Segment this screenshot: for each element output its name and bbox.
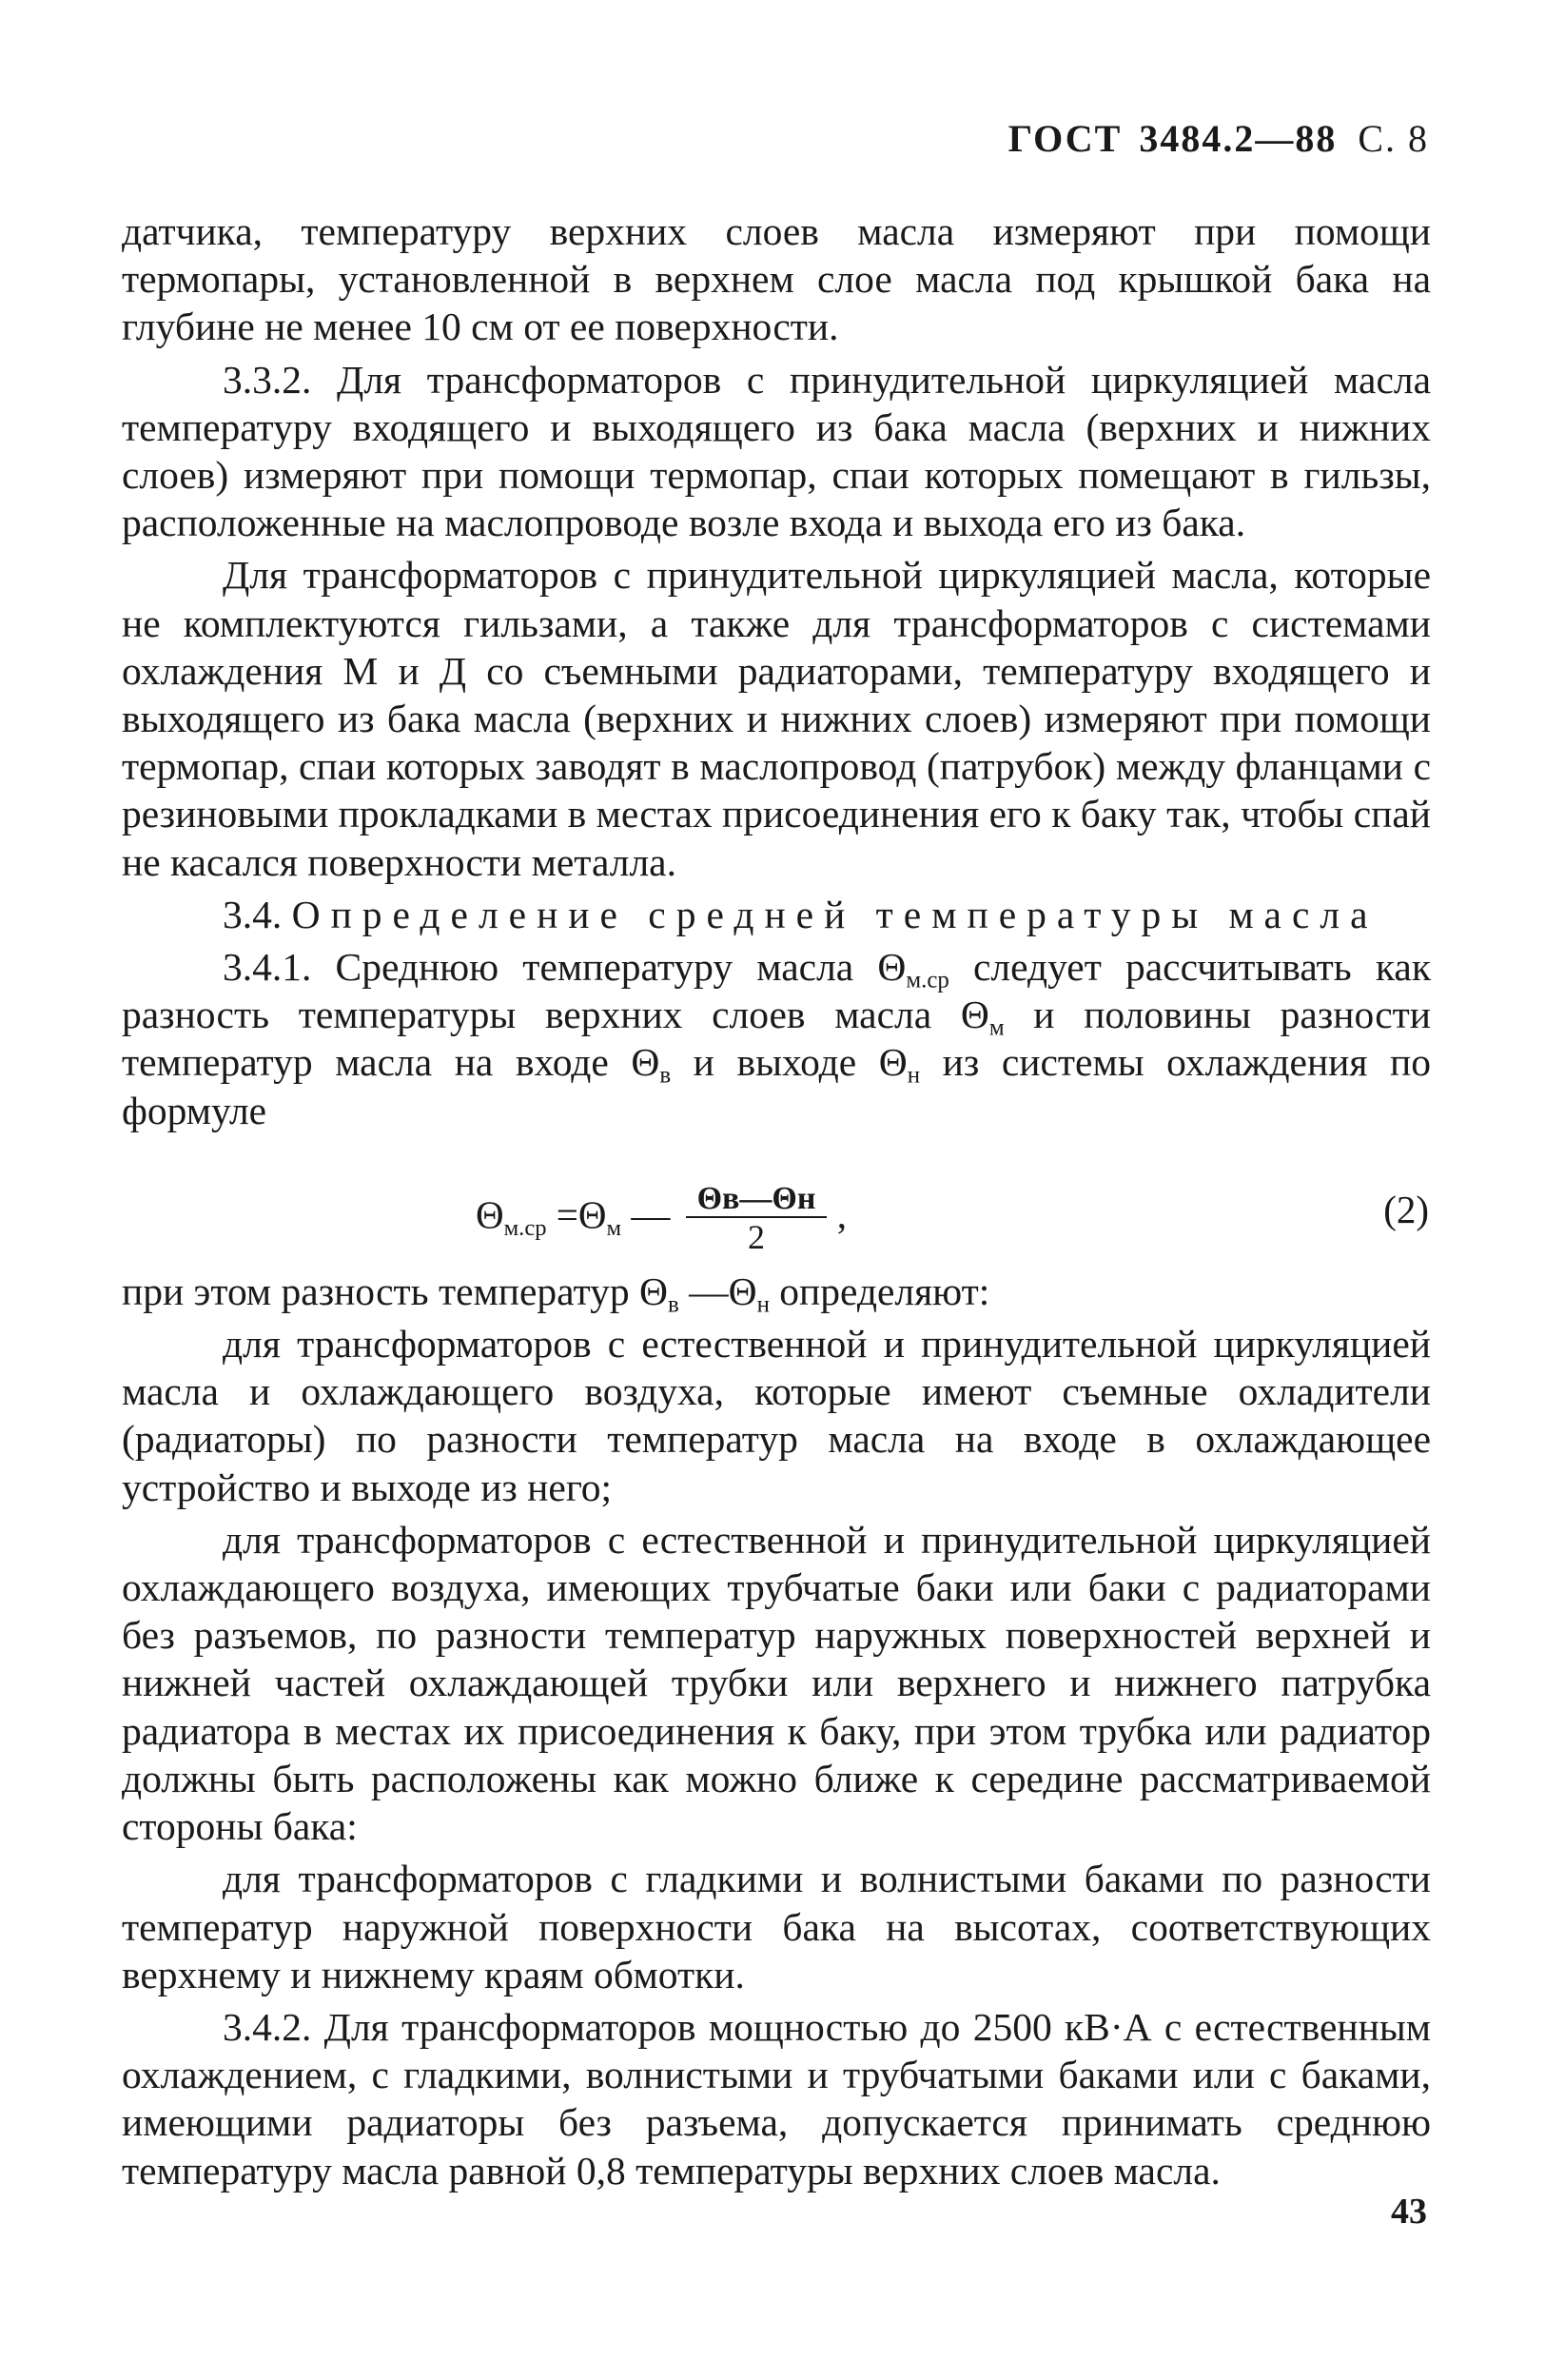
subscript: н xyxy=(907,1062,921,1089)
fraction-denominator: 2 xyxy=(748,1217,766,1256)
text-run: и выходе Θ xyxy=(671,1040,908,1085)
fraction-numerator: Θв—Θн xyxy=(686,1182,828,1218)
paragraph-3-3-2: 3.3.2. Для трансформаторов с принудительной циркуляцией масла температуру входящего и выходящего из бака масла (верхних и нижних слоев) измеряют при помощи термопар, спаи которых помещают в гильзы, расположенные на маслопроводе возле входа и выхода его из бака. xyxy=(122,357,1431,545)
paragraph-difference-definition xyxy=(122,1268,1431,1318)
paragraph-tubular-tanks: для трансформаторов с естественной и принудительной циркуляцией охлаждающего воздуха, имеющих трубчатые баки или баки с радиаторами без разъемов, по разности температур наружных поверхностей верхней и нижней частей охлаждающей трубки или верхнего и нижнего патрубка радиатора в местах их присоединения к баку, при этом трубка или радиатор должны быть расположены как можно ближе к середине рассматриваемой стороны бака: xyxy=(122,1517,1431,1849)
formula-equals: =Θ xyxy=(546,1192,607,1237)
paragraph-forced-circulation: Для трансформаторов с принудительной циркуляцией масла, которые не комплектуются гильзами, а также для трансформаторов с системами охлаждения М и Д со съемными радиаторами, температуру входящего и выходящего из бака масла (верхних и нижних слоев) измеряют при помощи термопар, спаи которых заводят в маслопровод (патрубок) между фланцами с резиновыми прокладками в местах присоединения его к баку так, чтобы спай не касался поверхности металла. xyxy=(122,553,1431,884)
header-standard-number: 3484.2—88 xyxy=(1139,117,1338,160)
formula-fraction xyxy=(686,1182,828,1256)
formula-2 xyxy=(122,1148,1431,1260)
subscript: м xyxy=(988,1014,1005,1041)
header-page-label: С. 8 xyxy=(1358,117,1429,160)
paragraph-3-4-2: 3.4.2. Для трансформаторов мощностью до 2500 кВ·А с естественным охлаждением, с гладкими, волнистыми и трубчатыми баками или с баками, имеющими радиаторы без разъема, допускается принимать среднюю температуру масла равной 0,8 температуры верхних слоев масла. xyxy=(122,2004,1431,2193)
text-run: определяют: xyxy=(769,1269,990,1313)
subscript: в xyxy=(659,1062,672,1089)
formula-lhs-subscript: м.ср xyxy=(503,1214,547,1241)
formula-lhs: Θ xyxy=(476,1192,504,1237)
formula-expression xyxy=(476,1182,847,1256)
paragraph-sensor-continuation: датчика, температуру верхних слоев масла измеряют при помощи термопары, установленной в верхнем слое масла под крышкой бака на глубине не менее 10 см от ее поверхности. xyxy=(122,209,1431,349)
text-run: следует рассчитывать как разность температуры верхних слоев масла Θ xyxy=(122,945,1431,1037)
section-heading-3-4 xyxy=(122,891,1431,938)
formula-m-subscript: м xyxy=(606,1214,622,1241)
subscript: м.ср xyxy=(906,967,949,993)
page-number: 43 xyxy=(1391,2192,1427,2232)
formula-comma: , xyxy=(827,1192,847,1237)
paragraph-removable-coolers: для трансформаторов с естественной и принудительной циркуляцией масла и охлаждающего воздуха, которые имеют съемные охладители (радиаторы) по разности температур масла на входе в охлаждающее устройство и выходе из него; xyxy=(122,1322,1431,1509)
paragraph-smooth-tanks: для трансформаторов с гладкими и волнистыми баками по разности температур наружной поверхности бака на высотах, соответствующих верхнему и нижнему краям обмотки. xyxy=(122,1857,1431,1996)
body-text xyxy=(122,207,1431,2199)
equation-number: (2) xyxy=(1383,1187,1429,1231)
header-gost: ГОСТ xyxy=(1007,117,1123,160)
subscript: н xyxy=(756,1291,770,1318)
subscript: в xyxy=(667,1291,679,1318)
formula-minus: — xyxy=(621,1192,680,1237)
section-title: Определение средней температуры масла xyxy=(291,892,1379,936)
text-run: —Θ xyxy=(678,1269,757,1313)
text-run: и половины разности температур масла на входе Θ xyxy=(122,993,1431,1085)
text-run: при этом разность температур Θ xyxy=(122,1269,668,1313)
section-number: 3.4. xyxy=(223,892,283,936)
paragraph-3-4-1 xyxy=(122,943,1431,1134)
text-run: 3.4.1. Среднюю температуру масла Θ xyxy=(223,945,907,990)
page-header xyxy=(991,116,1429,161)
text-run: из системы охлаждения по формуле xyxy=(122,1040,1432,1132)
